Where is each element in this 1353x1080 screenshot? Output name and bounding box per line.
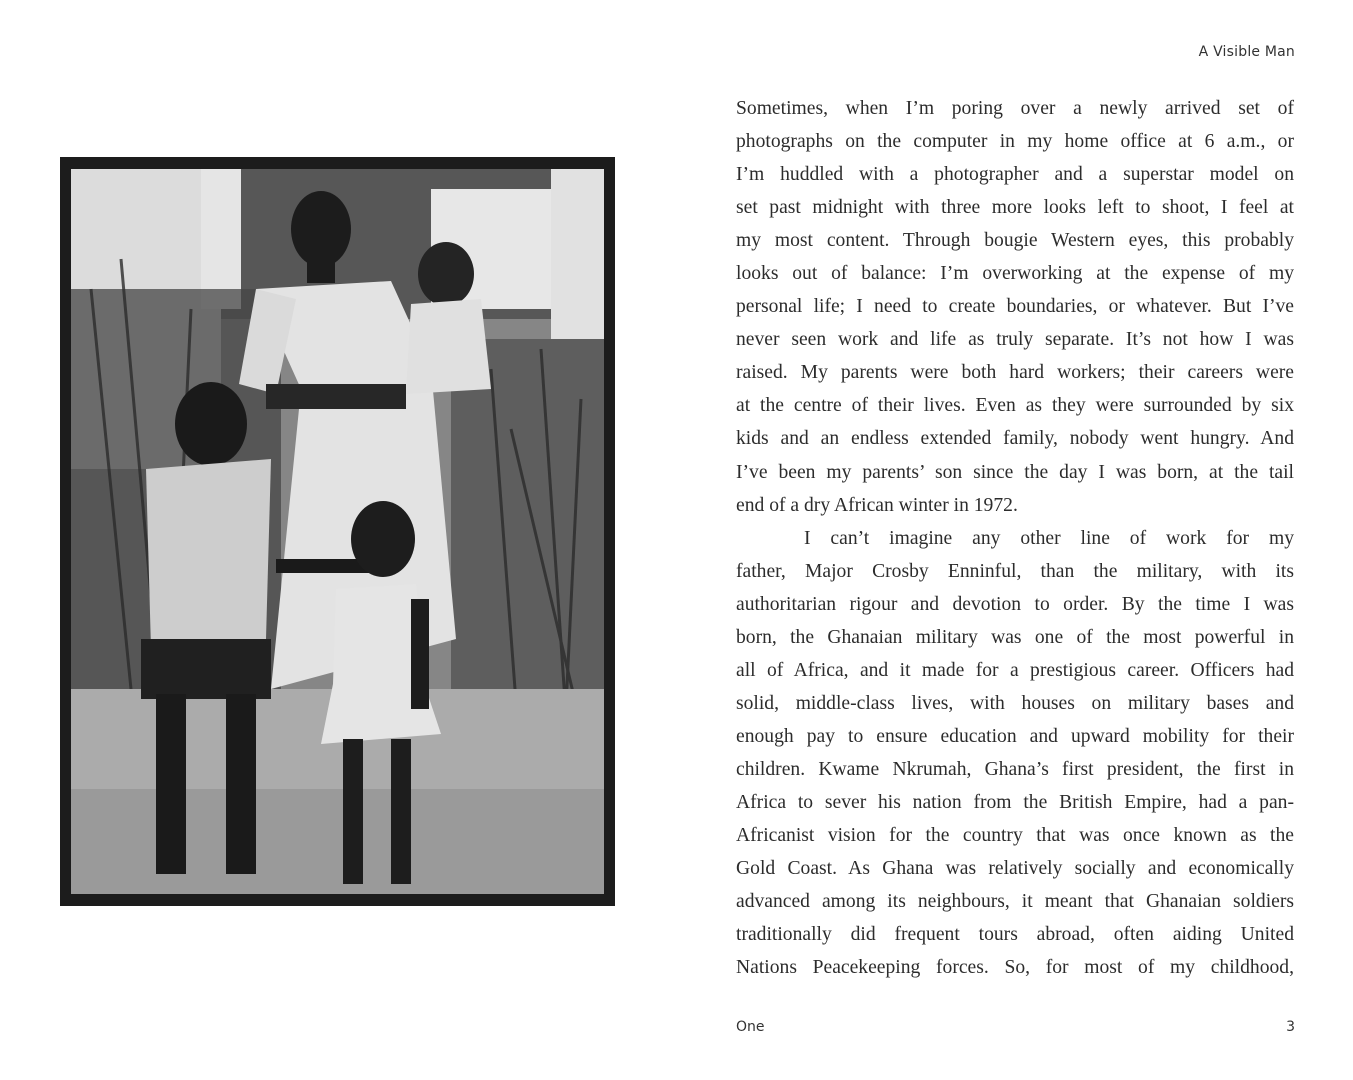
text-line: children. Kwame Nkrumah, Ghana’s first president, the first in (736, 758, 1294, 780)
text-line: at the centre of their lives. Even as they were surrounded by six (736, 395, 1294, 417)
chapter-footer: One (736, 1019, 765, 1035)
text-line: solid, middle-class lives, with houses on military bases and (736, 692, 1294, 714)
text-line: advanced among its neighbours, it meant that Ghanaian soldiers (736, 891, 1294, 913)
photograph-illustration (71, 169, 604, 894)
text-line: Africanist vision for the country that was once known as the (736, 825, 1294, 847)
page-number: 3 (1286, 1019, 1295, 1035)
text-line: born, the Ghanaian military was one of the most powerful in (736, 626, 1294, 648)
text-line: all of Africa, and it made for a prestigious career. Officers had (736, 659, 1294, 681)
text-line: Gold Coast. As Ghana was relatively socially and economically (736, 858, 1294, 880)
text-line: Nations Peacekeeping forces. So, for most of my childhood, (736, 957, 1294, 979)
photograph-image (71, 169, 604, 894)
text-line: enough pay to ensure education and upward mobility for their (736, 725, 1294, 747)
text-line: end of a dry African winter in 1972. (736, 494, 1018, 516)
text-line: authoritarian rigour and devotion to order. By the time I was (736, 593, 1294, 615)
text-line: father, Major Crosby Enninful, than the military, with its (736, 560, 1294, 582)
text-line: traditionally did frequent tours abroad, often aiding United (736, 924, 1294, 946)
text-line: I can’t imagine any other line of work for my (804, 527, 1294, 549)
text-line: photographs on the computer in my home office at 6 a.m., or (736, 131, 1294, 153)
running-head: A Visible Man (1198, 44, 1295, 60)
text-line: set past midnight with three more looks left to shoot, I feel at (736, 197, 1294, 219)
text-line: I’ve been my parents’ son since the day I was born, at the tail (736, 461, 1294, 483)
text-line: I’m huddled with a photographer and a superstar model on (736, 164, 1294, 186)
text-line: my most content. Through bougie Western eyes, this probably (736, 230, 1294, 252)
paragraph-2 (736, 522, 1294, 985)
paragraph-1 (736, 92, 1294, 522)
text-line: Sometimes, when I’m poring over a newly arrived set of (736, 98, 1294, 119)
text-line: never seen work and life as truly separate. It’s not how I was (736, 329, 1294, 351)
text-line: personal life; I need to create boundaries, or whatever. But I’ve (736, 296, 1294, 318)
text-line: looks out of balance: I’m overworking at the expense of my (736, 263, 1294, 285)
text-line: raised. My parents were both hard workers; their careers were (736, 362, 1294, 384)
text-line: Africa to sever his nation from the British Empire, had a pan- (736, 791, 1294, 813)
body-text (736, 92, 1294, 984)
text-line: kids and an endless extended family, nobody went hungry. And (736, 428, 1294, 450)
family-photograph (60, 157, 615, 906)
